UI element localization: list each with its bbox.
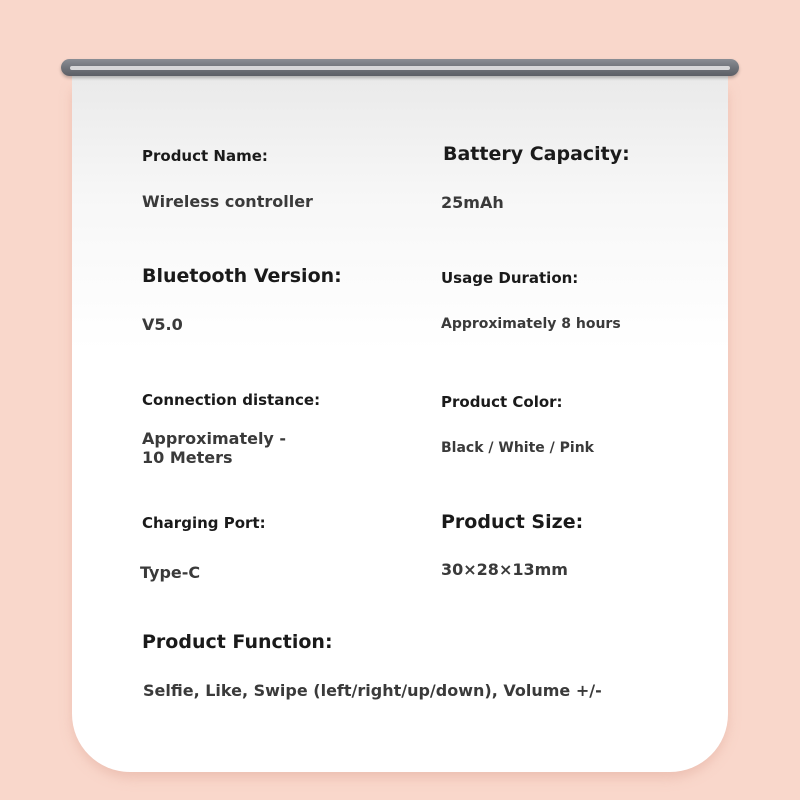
usage-duration-label: Usage Duration:: [441, 269, 579, 287]
hanger-slot: [70, 66, 730, 70]
spec-card: [72, 70, 728, 772]
product-color-value: Black / White / Pink: [441, 440, 594, 456]
product-name-value: Wireless controller: [142, 192, 313, 211]
charging-port-value: Type-C: [140, 563, 201, 582]
connection-distance-label: Connection distance:: [142, 391, 321, 409]
product-name-label: Product Name:: [142, 147, 268, 165]
bluetooth-version-value: V5.0: [142, 315, 183, 334]
product-size-label: Product Size:: [441, 511, 584, 533]
product-size-value: 30×28×13mm: [441, 560, 568, 579]
usage-duration-value: Approximately 8 hours: [441, 316, 621, 332]
battery-capacity-label: Battery Capacity:: [443, 143, 630, 165]
product-function-value: Selfie, Like, Swipe (left/right/up/down), Volume +/-: [143, 681, 602, 700]
bluetooth-version-label: Bluetooth Version:: [142, 265, 342, 287]
charging-port-label: Charging Port:: [142, 514, 266, 532]
product-color-label: Product Color:: [441, 393, 563, 411]
battery-capacity-value: 25mAh: [441, 193, 504, 212]
connection-distance-value-line2: 10 Meters: [142, 448, 233, 467]
connection-distance-value-line1: Approximately -: [142, 429, 287, 448]
product-function-label: Product Function:: [142, 631, 333, 653]
